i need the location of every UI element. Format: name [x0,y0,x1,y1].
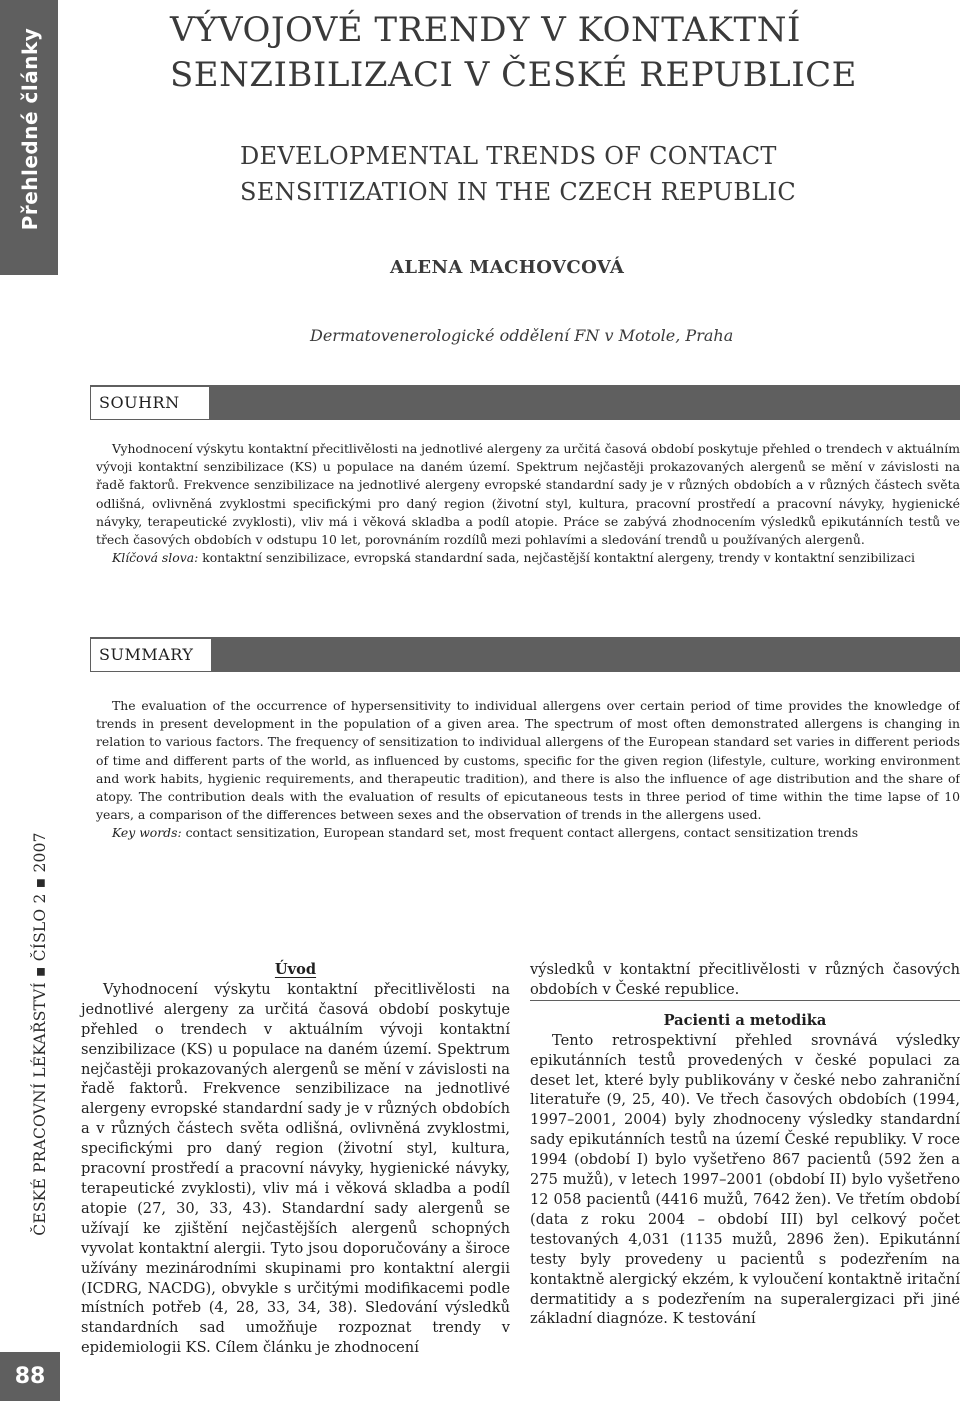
souhrn-label: SOUHRN [91,387,209,419]
uvod-paragraph: Vyhodnocení výskytu kontaktní přecitlivělosti na jednotlivé alergeny za určitá časová období poskytuje přehled o trendech v aktuálním vývoji kontaktní senzibilizace (KS) u populace na daném území. Spektrum nejčastěji prokazovaných alergenů se mění v závislosti na řadě faktorů. Frekvence senzibilizace na jednotlivé alergeny evropské standardní sady je v různých obdobích a v různých částech světa odlišná, ovlivněná zvyklostmi, specifickými pro daný region (životní styl, kultura, pracovní prostředí a pracovní návyky, hygienické návyky, terapeutické zvyklosti), vliv má i věková skladba a podíl atopie (27, 30, 33, 43). Standardní sady alergenů se užívají ke zjištění nejčastějších alergenů schopných vyvolat kontaktní alergii. Tyto jsou doporučovány a široce užívány mezinárodními skupinami pro kontaktní alergii (ICDRG, NACDG), obvykle s určitými modifikacemi podle místních potřeb (4, 28, 33, 34, 38). Sledování výsledků standardních sad umožňuje rozpoznat trendy v epidemiologii KS. Cílem článku je zhodnocení [81,980,510,1357]
summary-abstract [96,697,960,843]
author-affiliation: Dermatovenerologické oddělení FN v Motole, Praha [310,326,734,345]
souhrn-abstract [96,440,960,567]
body-column-left [81,960,510,1358]
author-name: ALENA MACHOVCOVÁ [390,257,625,278]
journal-issue-line: ČESKÉ PRACOVNÍ LÉKAŘSTVÍ ▪ ČÍSLO 2 ▪ 2007 [31,832,49,1236]
summary-keywords [96,824,960,842]
summary-keywords-label: Key words: [112,825,182,841]
souhrn-text: Vyhodnocení výskytu kontaktní přecitlivělosti na jednotlivé alergeny za určitá časová období poskytuje přehled o trendech v aktuálním vývoji kontaktní senzibilizace (KS) u populace na daném území. Spektrum nejčastěji prokazovaných alergenů se mění v závislosti na řadě faktorů. Frekvence senzibilizace na jednotlivé alergeny evropské standardní sady je v různých obdobích a v různých částech světa odlišná, ovlivněná zvyklostmi specifickými pro daný region (životní styl, kultura, pracovní prostředí a pracovní návyky, hygienické návyky, terapeutické zvyklosti), vliv má i věková skladba a podíl atopie. Práce se zabývá zhodnocením výsledků epikutánních testů ve třech časových obdobích v odstupu 10 let, porovnáním rozdílů mezi pohlavími a sledování trendů u používaných alergenů. [96,441,960,548]
summary-text: The evaluation of the occurrence of hypersensitivity to individual allergens over certain period of time provides the knowledge of trends in present development in the population of a given area. The spectrum of most often demonstrated allergens is changing in relation to various factors. The frequency of sensitization to individual allergens of the European standard set varies in different periods of time and different parts of the world, as influenced by customs, specific for the given region (lifestyle, culture, working environment and work habits, hygienic requirements, and therapeutic tradition), and there is also the influence of age distribution and the share of atopy. The contribution deals with the evaluation of results of epicutaneous tests in three period of time within the time lapse of 10 years, a comparison of the differences between sexes and the observation of trends in the allergens used. [96,698,960,823]
summary-label: SUMMARY [91,639,211,671]
section-label: Přehledné články [18,27,42,231]
souhrn-header-bar [90,385,960,420]
uvod-continuation: výsledků v kontaktní přecitlivělosti v různých časových obdobích v České republice. [530,961,960,998]
souhrn-keywords-text: kontaktní senzibilizace, evropská standardní sada, nejčastější kontaktní alergeny, trendy v kontaktní senzibilizaci [202,550,916,566]
summary-keywords-text: contact sensitization, European standard set, most frequent contact allergens, contact sensitization trends [185,825,859,841]
title-czech-line-2: SENZIBILIZACI V ČESKÉ REPUBLICE [170,55,857,95]
title-czech-line-1: VÝVOJOVÉ TRENDY V KONTAKTNÍ [170,10,801,50]
heading-uvod: Úvod [274,961,317,978]
souhrn-keywords [96,549,960,567]
heading-pacienti-a-metodika: Pacienti a metodika [530,1000,960,1031]
section-sidebar-tab [0,0,58,275]
page-number: 88 [0,1352,60,1401]
title-english [240,138,840,210]
souhrn-keywords-label: Klíčová slova: [112,550,199,566]
body-column-right [530,960,960,1329]
title-czech [170,8,890,98]
summary-header-bar [90,637,960,672]
title-english-line-2: SENSITIZATION IN THE CZECH REPUBLIC [240,178,796,206]
title-english-line-1: DEVELOPMENTAL TRENDS OF CONTACT [240,142,777,170]
pacienti-paragraph: Tento retrospektivní přehled srovnává výsledky epikutánních testů provedených v české populaci za deset let, které byly publikovány v české nebo zahraniční literatuře (9, 25, 40). Ve třech časových obdobích (1994, 1997–2001, 2004) byly zhodnoceny výsledky standardní sady epikutánních testů na území České republiky. V roce 1994 (období I) bylo vyšetřeno 867 pacientů (592 žen a 275 mužů), v letech 1997–2001 (období II) bylo vyšetřeno 12 058 pacientů (4416 mužů, 7642 žen). Ve třetím období (data z roku 2004 – období III) byl celkový počet testovaných 4,031 (1135 mužů, 2896 žen). Epikutánní testy byly provedeny u pacientů s podezřením na kontaktně alergický ekzém, k vyloučení kontaktně iritační dermatitidy a s podezřením na superalergizaci při jiné základní diagnóze. K testování [530,1031,960,1328]
